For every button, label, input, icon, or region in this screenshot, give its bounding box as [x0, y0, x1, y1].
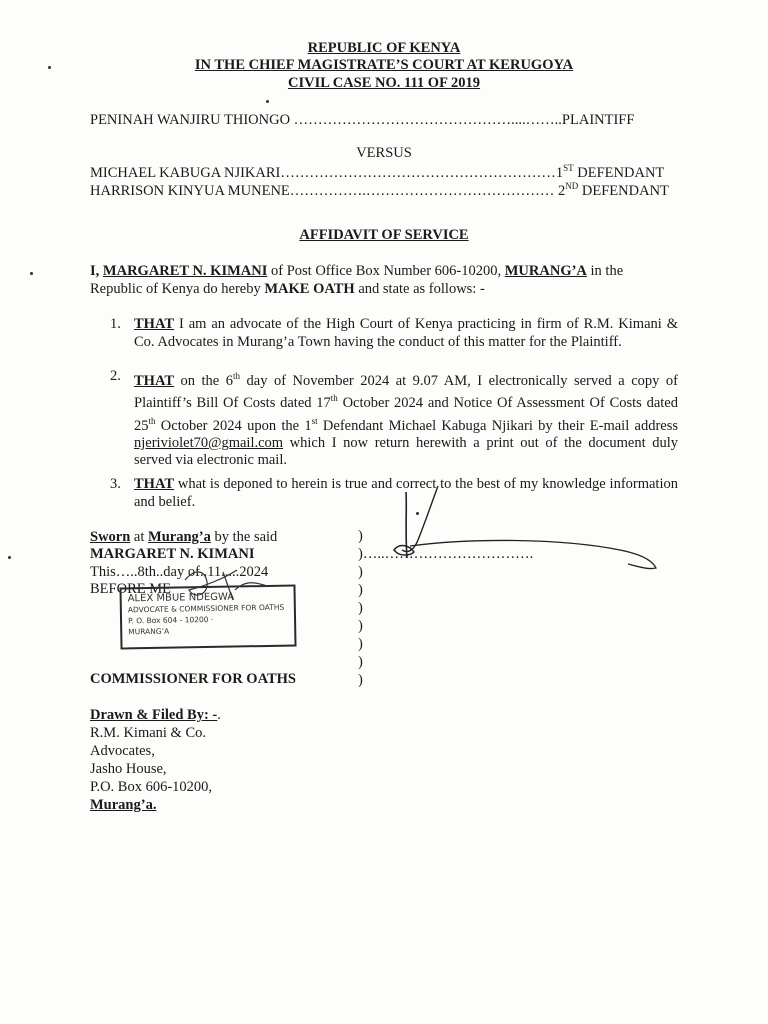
- commissioner-label: COMMISSIONER FOR OATHS: [90, 671, 296, 687]
- jurat-before-me: BEFORE ME: [90, 581, 171, 597]
- signature-dots: …..………………………….: [362, 546, 534, 562]
- para2-sup4: st: [311, 415, 318, 426]
- scan-speck: [416, 512, 419, 515]
- para1-text: I am an advocate of the High Court of Kenya practicing in firm of R.M. Kimani & Co. Advocates in Murang’a Town having the conduct of this matter for the Plaintiff.: [134, 316, 678, 350]
- para2: [134, 368, 678, 470]
- make-oath: MAKE OATH: [264, 281, 355, 297]
- jurat-paren: ): [358, 636, 363, 652]
- jurat-name: MARGARET N. KIMANI: [90, 546, 255, 562]
- para2-sup1: th: [233, 371, 241, 381]
- para2-sup2: th: [330, 393, 338, 404]
- header-case-number: CIVIL CASE NO. 111 OF 2019: [287, 75, 481, 91]
- firm-advocates: Advocates,: [90, 743, 155, 759]
- para2-sup3: th: [148, 415, 156, 426]
- jurat-paren: ): [358, 672, 363, 688]
- jurat-paren: ): [358, 654, 363, 670]
- jurat-paren: ): [358, 582, 363, 598]
- firm-building: Jasho House,: [90, 761, 167, 777]
- defendant2-sup: ND: [565, 181, 579, 191]
- para3-number: 3.: [110, 476, 121, 492]
- commissioner-signature: [175, 560, 295, 608]
- jurat-paren: ): [358, 564, 363, 580]
- jurat-at: at: [130, 529, 149, 545]
- para2-number: 2.: [110, 368, 121, 384]
- intro-town: MURANG’A: [504, 263, 587, 279]
- versus-label: VERSUS: [356, 145, 412, 161]
- stamp-title: ADVOCATE & COMMISSIONER FOR OATHS: [127, 602, 285, 615]
- scan-speck: [266, 100, 269, 103]
- jurat-sworn-line: [90, 528, 277, 546]
- intro-paragraph: [90, 262, 680, 298]
- deponent-name: MARGARET N. KIMANI: [102, 263, 268, 279]
- jurat-date: This…..8th..day of..11.....2024: [90, 564, 269, 580]
- para2-text-d: October 2024 upon the 1: [155, 417, 312, 434]
- intro-text-3: Republic of Kenya do hereby: [90, 281, 265, 297]
- scan-speck: [30, 272, 33, 275]
- plaintiff-dots: ………………………………………....……..: [293, 112, 562, 128]
- defendant-email: njeriviolet70@gmail.com: [134, 434, 284, 451]
- intro-text-1: of Post Office Box Number 606-10200,: [267, 263, 505, 279]
- para2-text-c: October 2024 and Notice Of Assessment Of Costs dated 25: [134, 395, 678, 434]
- header-court: IN THE CHIEF MAGISTRATE’S COURT AT KERUGOYA: [194, 57, 574, 73]
- affidavit-title: AFFIDAVIT OF SERVICE: [299, 227, 469, 243]
- para1-that: THAT: [134, 316, 175, 332]
- firm-town: Murang’a.: [90, 797, 157, 813]
- defendant2-dots: …………….………………………………… 2: [289, 182, 566, 199]
- scan-speck: [8, 556, 11, 559]
- defendant2-name: HARRISON KINYUA MUNENE: [90, 182, 290, 199]
- para2-text-e: Defendant Michael Kabuga Njikari by their E-mail address: [317, 417, 679, 434]
- stamp-name: ALEX MBUE NDEGWA: [127, 591, 235, 605]
- stamp-town: MURANG’A: [128, 626, 170, 637]
- drawn-filed-line: [90, 706, 221, 724]
- jurat-by: by the said: [210, 529, 278, 545]
- defendant1-line: [90, 163, 664, 182]
- intro-i: I,: [90, 263, 103, 279]
- jurat-paren: ): [358, 600, 363, 616]
- para2-text-f: which I now return herewith a print out of the document duly served via electronic mail.: [134, 434, 678, 469]
- intro-text-2: in the: [586, 263, 624, 279]
- plaintiff-line: [90, 112, 678, 129]
- para2-text-a: on the 6: [174, 372, 233, 389]
- para1: [134, 316, 678, 351]
- para1-number: 1.: [110, 316, 121, 332]
- firm-address: P.O. Box 606-10200,: [90, 779, 213, 795]
- para2-that: THAT: [134, 372, 175, 389]
- drawn-filed-dot: .: [217, 707, 221, 723]
- stamp-address: P. O. Box 604 - 10200 ·: [127, 614, 214, 626]
- plaintiff-role: PLAINTIFF: [561, 112, 635, 128]
- plaintiff-name: PENINAH WANJIRU THIONGO: [90, 112, 291, 128]
- defendant1-sup: ST: [563, 163, 574, 173]
- jurat-paren: ): [358, 618, 363, 634]
- jurat-paren: ): [358, 528, 363, 544]
- intro-text-4: and state as follows: -: [354, 281, 485, 297]
- deponent-signature: [380, 480, 670, 580]
- defendant2-line: [90, 181, 669, 200]
- defendant1-name: MICHAEL KABUGA NJIKARI: [90, 164, 281, 181]
- drawn-filed-label: Drawn & Filed By: -: [90, 707, 218, 723]
- jurat-place: Murang’a: [148, 529, 211, 545]
- header-republic: REPUBLIC OF KENYA: [307, 40, 461, 56]
- scan-speck: [48, 66, 51, 69]
- para3-that: THAT: [134, 476, 175, 492]
- para3-text: what is deponed to herein is true and correct to the best of my knowledge information and belief.: [134, 476, 678, 510]
- jurat-sworn: Sworn: [90, 529, 131, 545]
- defendant1-role: DEFENDANT: [573, 164, 665, 181]
- defendant2-role: DEFENDANT: [578, 182, 669, 199]
- para2-text-b: day of November 2024 at 9.07 AM, I electronically served a copy of Plaintiff’s Bill Of Costs dated 17: [134, 372, 679, 412]
- jurat-paren: )…..………………………….: [358, 546, 534, 562]
- defendant1-dots: …………………………………………………1: [280, 164, 564, 181]
- firm-name: R.M. Kimani & Co.: [90, 725, 207, 741]
